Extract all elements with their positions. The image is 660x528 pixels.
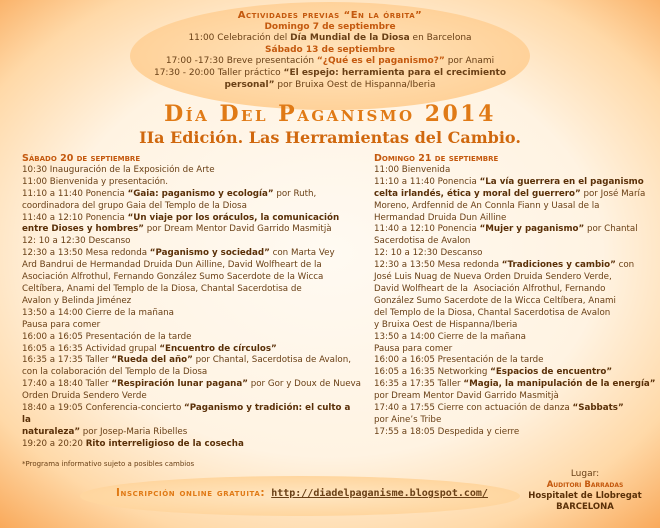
saturday-program [22,153,362,451]
schedule-row-pre: 11:00 Bienvenida [374,164,451,175]
schedule-row-post: por Chantal, Sacerdotisa de Avalon, [192,355,351,366]
schedule-row-pre: González Sumo Sacerdote de la Wicca Celtíbera, Anami [374,295,616,306]
schedule-row-post: por Dream Mentor David Garrido Masmitjà [144,224,332,235]
schedule-row-pre: 12:30 a 13:50 Mesa redonda [374,260,502,271]
schedule-row [374,379,658,391]
schedule-row-pre: 12: 10 a 12:30 Descanso [22,236,131,247]
schedule-row [22,427,362,439]
schedule-row-post: por Chantal [584,224,638,235]
venue-city: Hospitalet de Llobregat [528,491,642,501]
schedule-row-pre: 16:00 a 16:05 Presentación de la tarde [374,355,544,366]
disclaimer-note: *Programa informativo sujeto a posibles cambios [22,460,195,468]
schedule-row-pre: 13:50 a 14:00 Cierre de la mañana [22,307,174,318]
schedule-row-pre: David Wolfheart de la Asociación Alfrothul, Fernando [374,283,606,294]
schedule-row [22,308,362,320]
pre-line-2-pre: 17:00 -17:30 Breve presentación [165,56,317,67]
schedule-row-pre: Sacerdotisa de Avalon [374,236,471,247]
schedule-row [22,260,362,272]
schedule-row [22,320,362,332]
schedule-row [22,379,362,391]
schedule-row [22,344,362,356]
schedule-row-pre: 16:35 a 17:35 Taller [374,379,464,390]
schedule-row-pre: 11:00 Bienvenida y presentación. [22,176,169,187]
pre-line-3 [60,68,600,80]
schedule-row-pre: Pausa para comer [374,343,453,354]
pre-line-1 [60,33,600,45]
schedule-row-hl: “Rueda del año” [111,355,193,366]
schedule-row [374,427,658,439]
inscription-link[interactable]: http://diadelpaganisme.blogspot.com/ [271,488,488,499]
venue-region: BARCELONA [556,502,614,512]
schedule-row [22,248,362,260]
schedule-row-hl: “Encuentro de círculos” [159,343,277,354]
schedule-row [374,355,658,367]
schedule-row [374,367,658,379]
schedule-row [22,355,362,367]
venue-name: Auditori Barradas [546,480,624,490]
schedule-row [374,284,658,296]
venue-label: Lugar: [570,469,600,479]
schedule-row-hl: naturaleza” [22,426,81,437]
schedule-row-pre: 18:40 a 19:05 Conferencia-concierto [22,403,185,414]
schedule-row [22,201,362,213]
schedule-row-pre: Pausa para comer [22,319,101,330]
schedule-row-pre: 17:40 a 18:40 Taller [22,379,112,390]
schedule-row-pre: por Aine’s Tribe [374,414,442,425]
schedule-row [374,415,658,427]
schedule-row-hl: “Magia, la manipulación de la energía” [463,379,656,390]
schedule-row-pre: coordinadora del grupo Gaia del Templo de la Diosa [22,200,247,211]
schedule-row [374,224,658,236]
schedule-row [374,213,658,225]
schedule-row-hl: celta irlandés, ética y moral del guerrero” [374,188,581,199]
schedule-row-pre: 11:10 a 11:40 Ponencia [22,188,128,199]
schedule-row-pre: 12: 10 a 12:30 Descanso [374,248,483,259]
schedule-row-hl: “Paganismo y tradición: el culto a la [22,403,354,425]
schedule-row [22,367,362,379]
schedule-row-pre: con la colaboración del Templo de la Diosa [22,367,208,378]
schedule-row-pre: 19:20 a 20:20 [22,438,86,449]
page-title: Día Del Paganismo 2014 [164,101,496,127]
schedule-row-post: por Josep-Maria Ribelles [80,426,188,437]
schedule-row [374,296,658,308]
pre-line-2 [60,56,600,68]
venue-block [510,469,660,513]
pre-line-3-hl: “El espejo: herramienta para el crecimiento [283,67,507,78]
schedule-row [374,189,658,201]
schedule-row-pre: José Luis Nuag de Nueva Orden Druida Sendero Verde, [374,272,612,283]
pre-activities [60,10,600,91]
schedule-row [374,391,658,403]
schedule-row [22,403,362,427]
schedule-row-pre: Celtíbera, Anami del Templo de la Diosa, Chantal Sacerdotisa de [22,283,302,294]
schedule-row-post: con Marta Vey [269,248,335,259]
schedule-row [374,165,658,177]
schedule-row [22,439,362,451]
schedule-row-post: por Ruth, [273,188,317,199]
schedule-row [22,296,362,308]
schedule-row-hl: “Respiración lunar pagana” [111,379,248,390]
schedule-row-pre: 11:40 a 12:10 Ponencia [22,212,128,223]
pre-line-2-post: por Anami [444,56,495,67]
schedule-row-pre: 16:35 a 17:35 Taller [22,355,112,366]
schedule-row [374,332,658,344]
schedule-row [374,403,658,415]
pre-line-1-post: en Barcelona [409,33,472,44]
schedule-row-hl: “Tradiciones y cambio” [501,260,616,271]
pre-line-3-pre: 17:30 - 20:00 Taller práctico [153,67,284,78]
pre-line-4-post: por Bruixa Oest de Hispanna/Iberia [274,79,436,90]
schedule-row [374,272,658,284]
pre-date-1: Domingo 7 de septiembre [264,21,396,32]
schedule-row-pre: 17:55 a 18:05 Despedida y cierre [374,426,520,437]
schedule-row [374,248,658,260]
schedule-row-pre: Orden Druida Sendero Verde [22,391,147,402]
pre-line-1-hl: Día Mundial de la Diosa [290,33,410,44]
pre-line-4-hl: personal” [224,79,275,90]
schedule-row [22,284,362,296]
schedule-row [374,177,658,189]
schedule-row [22,272,362,284]
schedule-row-pre: y Bruixa Oest de Hispanna/Iberia [374,319,518,330]
schedule-row-pre: Avalon y Belinda Jiménez [22,295,132,306]
schedule-row [374,308,658,320]
pre-line-2-hl: “¿Qué es el paganismo?” [316,56,445,67]
schedule-row-pre: 11:40 a 12:10 Ponencia [374,224,480,235]
schedule-row-pre: 13:50 a 14:00 Cierre de la mañana [374,331,526,342]
pre-line-4 [60,80,600,92]
schedule-row-hl: Rito interreligioso de la cosecha [85,438,244,449]
pre-activities-header: Actividades previas “En la órbita” [237,10,423,21]
inscription-label: Inscripción online gratuita: [116,487,266,499]
saturday-rows [22,165,362,451]
schedule-row-pre: Asociación Alfrothul, Fernando González Sumo Sacerdote de la Wicca [22,272,324,283]
schedule-row-pre: Ard Bandrui de Hermandad Druida Dun Ailline, David Wolfheart de la [22,260,322,271]
schedule-row-pre: Hermandad Druida Dun Ailline [374,212,507,223]
schedule-row-hl: entre Dioses y hombres” [22,224,145,235]
schedule-row-post: por Gor y Doux de Nueva [247,379,362,390]
page-subtitle: IIa Edición. Las Herramientas del Cambio. [139,128,521,147]
schedule-row [374,236,658,248]
schedule-row [22,177,362,189]
sunday-rows [374,165,658,439]
schedule-row-pre: 16:05 a 16:35 Networking [374,367,491,378]
schedule-row-pre: 11:10 a 11:40 Ponencia [374,176,480,187]
schedule-row-pre: por Dream Mentor David Garrido Masmitjà [374,391,559,402]
schedule-row-hl: “La vía guerrera en el paganismo [479,176,644,187]
schedule-row [374,201,658,213]
schedule-row-pre: 10:30 Inauguración de la Exposición de Arte [22,164,215,175]
schedule-row-pre: 17:40 a 17:55 Cierre con actuación de danza [374,403,573,414]
schedule-row-hl: “Paganismo y sociedad” [149,248,270,259]
pre-line-1-pre: 11:00 Celebración del [188,33,291,44]
saturday-heading: Sábado 20 de septiembre [22,153,141,164]
sunday-heading: Domingo 21 de septiembre [374,153,499,164]
schedule-row-hl: “Mujer y paganismo” [479,224,585,235]
sunday-program [374,153,658,439]
schedule-row-pre: Moreno, Ardfennid de An Connla Fiann y Uasal de la [374,200,600,211]
schedule-row [22,391,362,403]
schedule-row [22,224,362,236]
inscription-banner [92,487,512,499]
schedule-row-pre: del Templo de la Diosa, Chantal Sacerdotisa de Avalon [374,307,611,318]
schedule-row [22,332,362,344]
schedule-row [374,320,658,332]
schedule-row [22,165,362,177]
schedule-row [22,213,362,225]
schedule-row-hl: “Sabbats” [572,403,624,414]
schedule-row-pre: 16:05 a 16:35 Actividad grupal [22,343,160,354]
schedule-row-pre: 12:30 a 13:50 Mesa redonda [22,248,150,259]
pre-date-2: Sábado 13 de septiembre [265,44,395,55]
schedule-row-hl: “Espacios de encuentro” [490,367,613,378]
schedule-row [374,344,658,356]
schedule-row-pre: 16:00 a 16:05 Presentación de la tarde [22,331,192,342]
schedule-row-hl: “Un viaje por los oráculos, la comunicación [127,212,340,223]
schedule-row [22,189,362,201]
schedule-row [22,236,362,248]
schedule-row-post: por José María [580,188,646,199]
schedule-row-post: con [615,260,635,271]
schedule-row [374,260,658,272]
schedule-row-hl: “Gaia: paganismo y ecología” [127,188,274,199]
